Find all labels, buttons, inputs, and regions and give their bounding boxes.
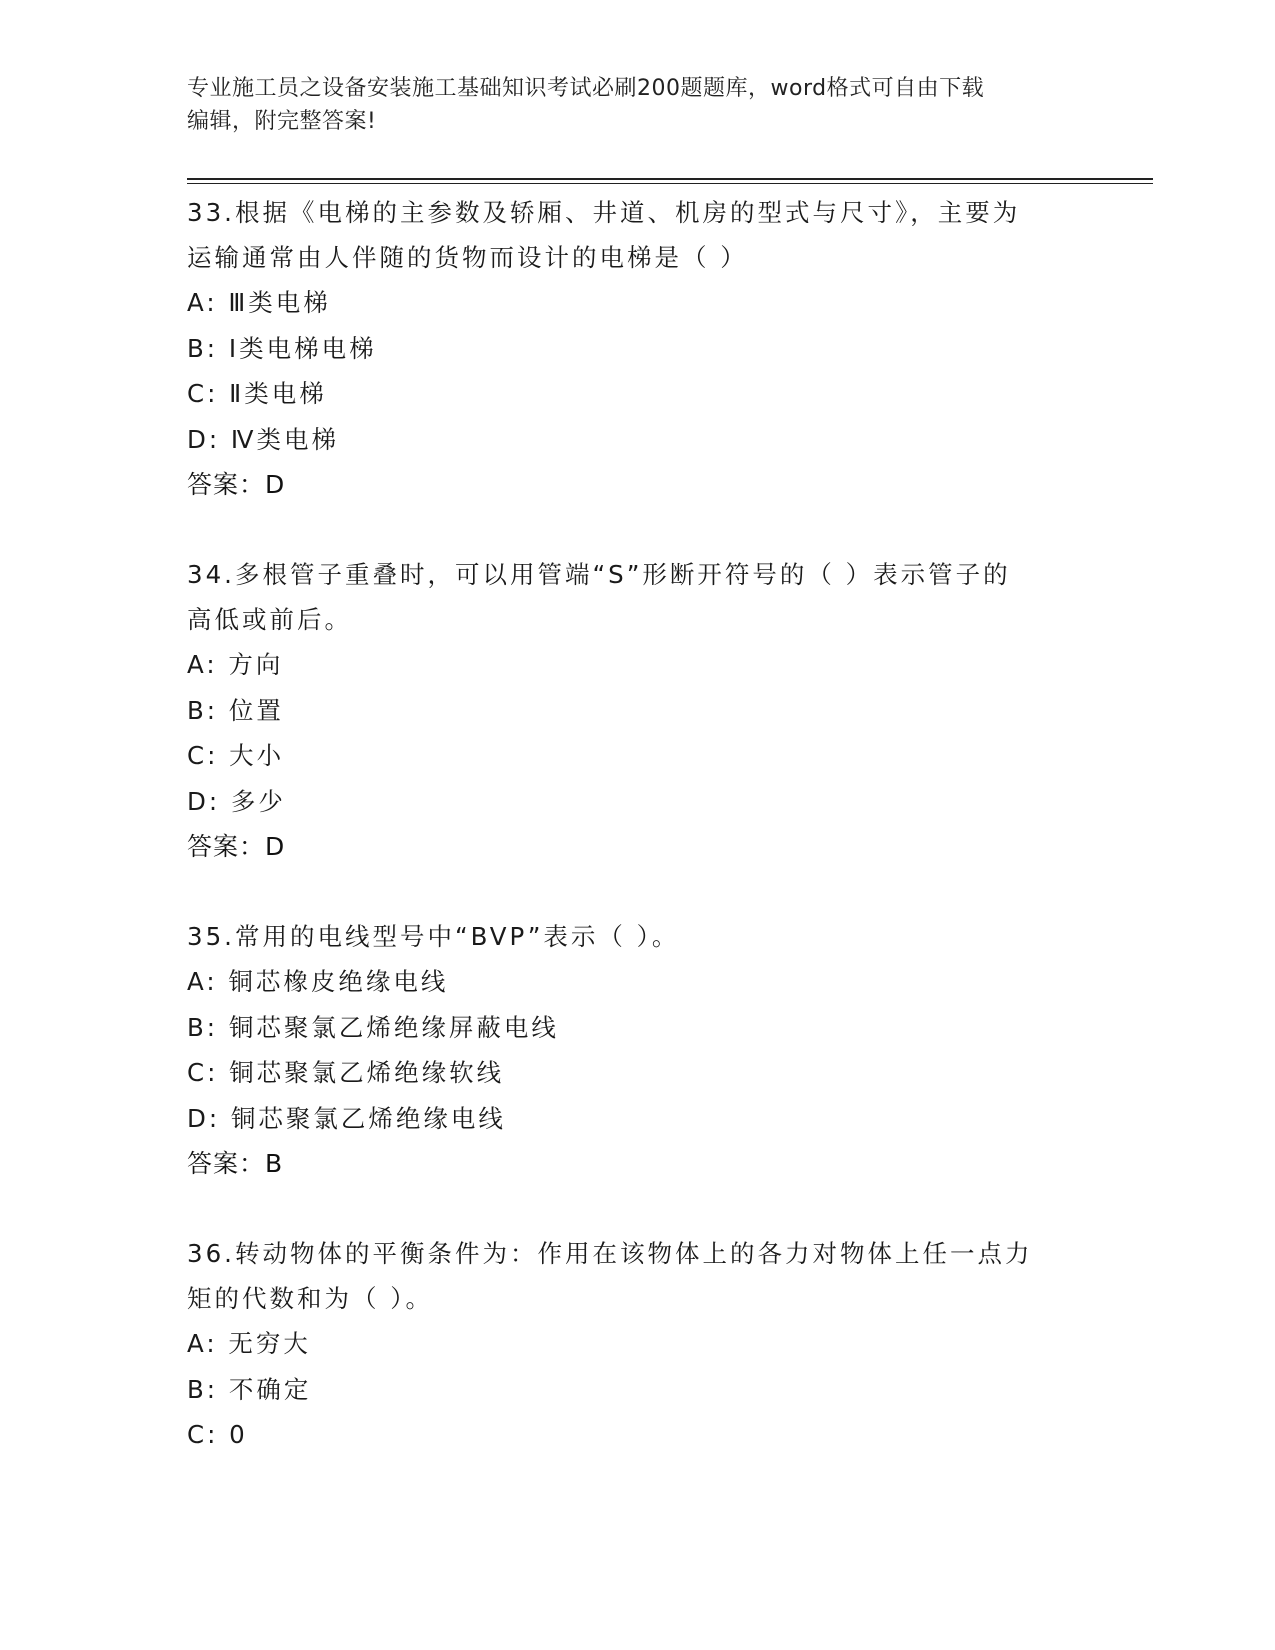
document-header [187,72,1087,138]
question-list [187,190,1087,1458]
header-divider-thick [187,178,1153,180]
option-c: C: Ⅱ类电梯 [187,379,327,408]
spacer [187,1186,1087,1231]
option-a: A: 无穷大 [187,1329,311,1358]
spacer [187,507,1087,552]
option-a: A: 方向 [187,650,284,679]
question-text: 34.多根管子重叠时，可以用管端“S”形断开符号的（ ）表示管子的 [187,560,1011,589]
question-text: 36.转动物体的平衡条件为：作用在该物体上的各力对物体上任一点力 [187,1239,1033,1268]
spacer [187,869,1087,914]
question-text: 35.常用的电线型号中“BVP”表示（ ）。 [187,922,680,951]
question-text: 高低或前后。 [187,605,352,634]
option-b: B: 铜芯聚氯乙烯绝缘屏蔽电线 [187,1012,559,1042]
question-35 [187,914,1087,1186]
question-text: 运输通常由人伴随的货物而设计的电梯是（ ） [187,243,748,272]
option-b: B: 不确定 [187,1374,312,1404]
option-d: D: 铜芯聚氯乙烯绝缘电线 [187,1103,506,1133]
question-34 [187,552,1087,869]
header-divider-thin [187,183,1153,184]
option-d: D: 多少 [187,786,286,816]
header-line-1: 专业施工员之设备安装施工基础知识考试必刷200题题库，word格式可自由下载 [187,76,985,101]
answer: 答案：D [187,832,286,861]
question-33 [187,190,1087,507]
option-c: C: 0 [187,1420,248,1449]
answer: 答案：D [187,470,286,499]
option-b: B: Ⅰ类电梯电梯 [187,333,377,363]
option-a: A: Ⅲ类电梯 [187,288,331,317]
answer: 答案：B [187,1149,284,1178]
option-b: B: 位置 [187,695,284,725]
option-c: C: 铜芯聚氯乙烯绝缘软线 [187,1058,505,1087]
option-a: A: 铜芯橡皮绝缘电线 [187,967,449,996]
question-36 [187,1231,1087,1458]
option-d: D: Ⅳ类电梯 [187,424,340,454]
question-text: 33.根据《电梯的主参数及轿厢、井道、机房的型式与尺寸》，主要为 [187,198,1021,227]
question-text: 矩的代数和为（ ）。 [187,1284,434,1313]
option-c: C: 大小 [187,741,285,770]
header-line-2: 编辑，附完整答案! [187,109,377,134]
